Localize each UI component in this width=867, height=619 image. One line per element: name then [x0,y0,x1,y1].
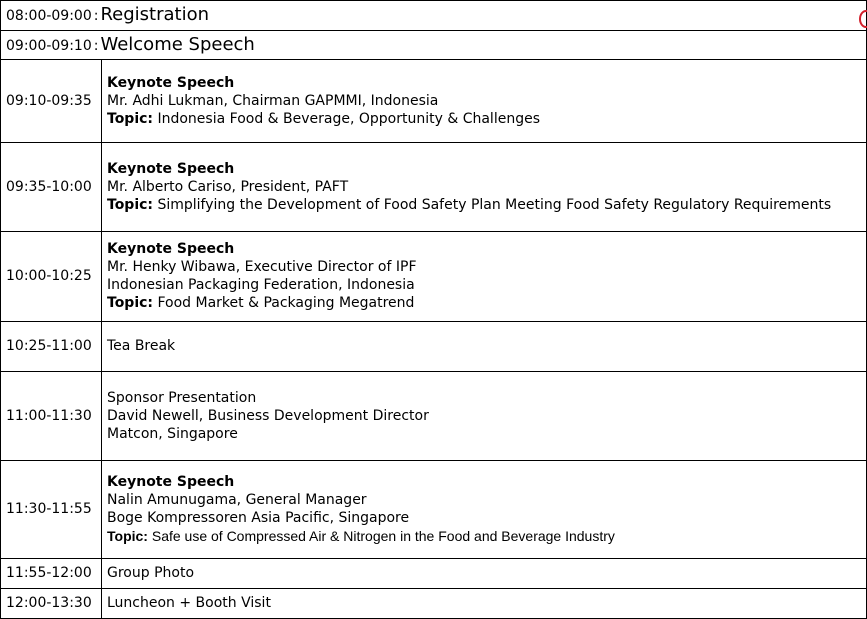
schedule-row [1,321,867,371]
topic-label: Topic: [107,528,148,545]
schedule-row-registration [1,1,867,31]
session-details [102,371,867,460]
speaker-line: David Newell, Business Development Director [107,407,429,424]
topic-line [107,110,861,128]
topic-line [107,527,861,545]
topic-label: Topic: [107,197,154,214]
schedule-row [1,558,867,588]
time-cell: 09:10-09:35 [1,60,102,143]
edge-circle-icon [859,10,867,28]
time-separator: : [93,8,99,25]
session-heading: Keynote Speech [107,474,235,491]
session-text: Group Photo [107,565,195,582]
session-text: Tea Break [107,338,176,355]
topic-label: Topic: [107,295,154,312]
schedule-row [1,143,867,232]
session-text: Luncheon + Booth Visit [107,595,271,612]
registration-cell [1,1,867,31]
speaker-line: Mr. Adhi Lukman, Chairman GAPMMI, Indonesia [107,93,439,110]
session-details [102,588,867,618]
session-title: Registration [100,4,210,26]
time-cell: 09:35-10:00 [1,143,102,232]
topic-text: Simplifying the Development of Food Safety Plan Meeting Food Safety Regulatory Requirements [153,197,832,214]
session-details [102,558,867,588]
schedule-row [1,460,867,558]
speaker-line: Nalin Amunugama, General Manager [107,492,367,509]
session-details [102,143,867,232]
schedule-row [1,371,867,460]
topic-text: Food Market & Packaging Megatrend [153,295,415,312]
organization-line: Matcon, Singapore [107,425,238,442]
topic-line [107,294,861,312]
speaker-line: Mr. Alberto Cariso, President, PAFT [107,179,349,196]
organization-line: Boge Kompressoren Asia Pacific, Singapore [107,510,410,527]
session-heading: Sponsor Presentation [107,389,257,406]
welcome-cell [1,31,867,60]
time-cell: 12:00-13:30 [1,588,102,618]
session-title: Welcome Speech [100,33,255,55]
organization-line: Indonesian Packaging Federation, Indonesia [107,277,415,294]
schedule-row-welcome [1,31,867,60]
topic-label: Topic: [107,111,154,128]
topic-text: Safe use of Compressed Air & Nitrogen in the Food and Beverage Industry [147,528,615,545]
time-cell: 11:30-11:55 [1,460,102,558]
schedule-row [1,60,867,143]
topic-line [107,196,861,214]
session-details [102,460,867,558]
time-cell: 10:00-10:25 [1,232,102,321]
time-label: 09:00-09:10 [6,37,92,54]
time-separator: : [93,37,99,54]
session-details [102,60,867,143]
session-heading: Keynote Speech [107,241,235,258]
schedule-row [1,232,867,321]
time-cell: 10:25-11:00 [1,321,102,371]
session-heading: Keynote Speech [107,161,235,178]
schedule-row [1,588,867,618]
time-cell: 11:00-11:30 [1,371,102,460]
topic-text: Indonesia Food & Beverage, Opportunity & Challenges [153,111,540,128]
session-details [102,321,867,371]
session-heading: Keynote Speech [107,75,235,92]
time-cell: 11:55-12:00 [1,558,102,588]
session-details [102,232,867,321]
time-label: 08:00-09:00 [6,8,92,25]
speaker-line: Mr. Henky Wibawa, Executive Director of IPF [107,259,417,276]
